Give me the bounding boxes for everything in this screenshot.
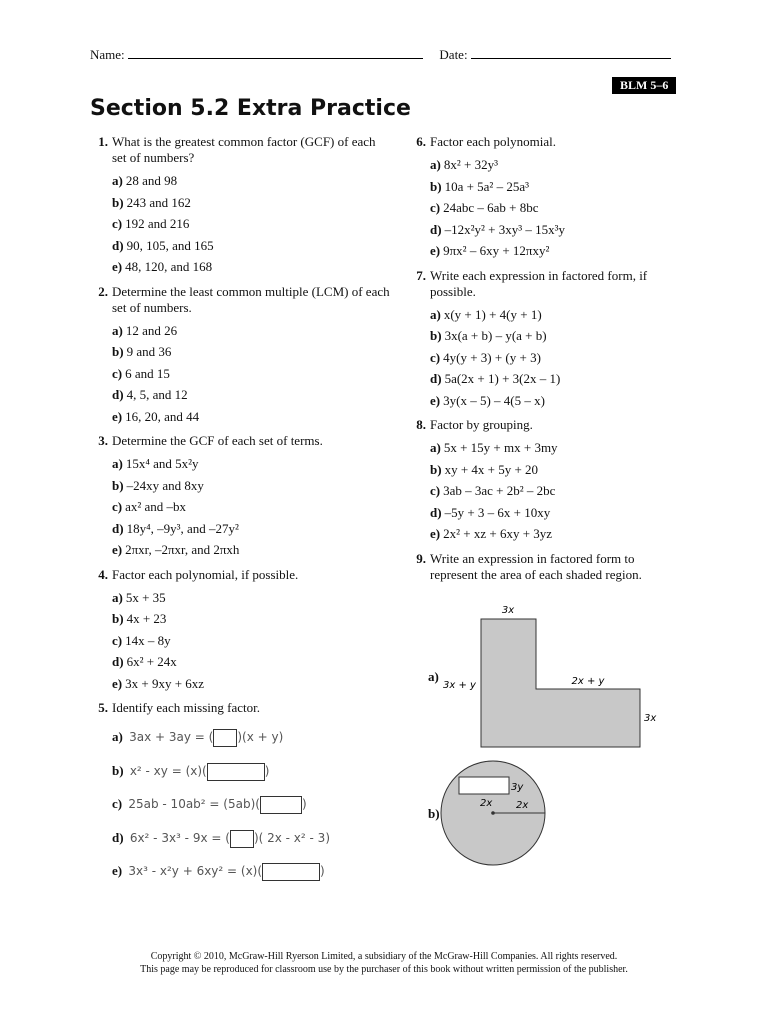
question-item [430,437,678,459]
question-4 [90,567,390,695]
label-width: 2x [480,798,493,809]
question-item [430,368,678,390]
question-item [112,256,390,278]
question-item [112,539,390,561]
question-9 [408,551,678,583]
expression-start: 3x³ - x²y + 6xy² = (x)( [128,864,263,878]
question-text: Factor by grouping. [430,417,533,432]
question-number: 2. [98,283,108,299]
item-expression: 5x + 15y + mx + 3my [443,440,558,455]
answer-box[interactable] [260,796,302,814]
item-expression: 12 and 26 [125,322,178,338]
figure-a-label: a) [428,669,439,684]
item-expression: 2πxr, –2πxr, and 2πxh [125,542,240,557]
item-expression: 90, 105, and 165 [126,237,214,253]
q5-item-a [112,720,390,754]
question-item [112,651,390,673]
question-item [112,496,390,518]
item-label: d) [430,371,442,386]
left-column [90,134,390,894]
l-shape-region [481,619,640,747]
item-label: e) [430,526,441,541]
item-expression: 18y⁴, –9y³, and –27y² [126,520,239,536]
item-label: a) [430,306,441,322]
expression-start: 6x² - 3x³ - 9x = ( [129,830,230,845]
item-label: d) [112,654,124,669]
question-3 [90,433,390,561]
question-item [430,197,678,219]
item-label: c) [112,365,123,381]
item-expression: –24xy and 8xy [126,477,204,493]
question-item [112,608,390,630]
item-label: a) [112,173,123,188]
item-label: a) [112,322,123,338]
question-item [430,459,678,481]
q5-item-c [112,787,390,821]
item-expression: 5x + 35 [125,589,166,605]
question-item [430,176,678,198]
item-expression: 3ab – 3ac + 2b² – 2bc [443,483,556,498]
item-label: d) [430,221,442,237]
date-label: Date: [439,47,468,62]
item-label: b) [112,344,124,359]
item-expression: 16, 20, and 44 [125,408,200,424]
item-label: b) [430,178,442,194]
item-label: e) [112,542,123,557]
header [90,46,680,63]
question-item [430,304,678,326]
item-expression: 24abc – 6ab + 8bc [443,200,539,215]
copyright-line: Copyright © 2010, McGraw-Hill Ryerson Limited, a subsidiary of the McGraw-Hill Companies. All rights reserved. [150,951,618,962]
question-6 [408,134,678,262]
label-rect: 3y [511,782,524,793]
item-expression: 4y(y + 3) + (y + 3) [443,349,541,365]
question-text: Identify each missing factor. [112,700,261,715]
question-item [112,475,390,497]
item-label: e) [112,863,123,878]
answer-box[interactable] [262,863,320,881]
expression-start: 3ax + 3ay = ( [129,730,214,744]
question-text: What is the greatest common factor (GCF) of each set of numbers? [112,134,376,165]
item-label: c) [430,200,441,215]
question-item [112,453,390,475]
question-text: Determine the least common multiple (LCM) of each set of numbers. [112,283,390,315]
l-shape-figure [440,600,665,750]
item-label: c) [112,796,123,811]
item-label: b) [112,477,124,493]
expression-end: ) [301,797,307,811]
question-item [430,390,678,412]
item-expression: ax² and –bx [125,499,187,514]
label-left: 3x + y [443,680,476,691]
question-item [112,192,390,214]
question-item [430,480,678,502]
item-expression: –5y + 3 – 6x + 10xy [444,504,551,520]
item-expression: 6 and 15 [125,365,170,381]
question-2 [90,284,390,428]
item-expression: 28 and 98 [125,173,178,188]
question-8 [408,417,678,545]
item-label: a) [430,440,441,455]
question-number: 5. [98,700,108,715]
item-label: b) [112,762,124,778]
question-number: 4. [98,566,108,582]
question-number: 6. [416,134,426,149]
footer [0,950,768,976]
question-item [430,347,678,369]
question-item [430,219,678,241]
item-expression: 4x + 23 [126,611,167,626]
item-label: c) [112,632,123,648]
question-item [112,518,390,540]
permission-line: This page may be reproduced for classroom use by the purchaser of this book without written permission of the publisher. [140,964,628,975]
page-title: Section 5.2 Extra Practice [90,96,411,121]
item-expression: 9πx² – 6xy + 12πxy² [443,243,550,258]
question-item [112,363,390,385]
question-number: 9. [416,550,426,566]
question-5 [90,700,390,888]
rectangle-cutout [459,777,509,794]
question-item [430,523,678,545]
item-expression: 6x² + 24x [126,654,177,669]
item-expression: 3y(x – 5) – 4(5 – x) [443,392,545,408]
item-label: d) [112,520,124,536]
question-7 [408,268,678,412]
item-expression: 4, 5, and 12 [126,387,188,402]
expression-start: 25ab - 10ab² = (5ab)( [128,797,260,811]
item-label: d) [112,829,124,845]
figure-b-label: b) [428,806,440,821]
answer-box[interactable] [230,830,254,848]
question-number: 3. [98,433,108,448]
item-label: a) [112,589,123,605]
question-item [430,240,678,262]
question-text: Determine the GCF of each set of terms. [112,433,323,448]
label-top: 3x [501,605,515,616]
item-expression: 3x + 9xy + 6xz [125,675,205,691]
item-label: a) [112,729,123,744]
item-expression: 243 and 162 [126,194,191,210]
item-label: b) [112,611,124,626]
item-label: e) [112,259,123,274]
question-text: Factor each polynomial. [430,134,556,149]
item-label: e) [430,243,441,258]
question-text: Write an expression in factored form to represent the area of each shaded region. [430,550,642,582]
question-item [112,673,390,695]
right-column [408,134,678,589]
q5-item-d [112,821,390,855]
question-item [112,170,390,192]
item-label: c) [112,499,123,514]
date-field[interactable] [471,46,671,59]
label-radius: 2x [516,800,529,811]
name-field[interactable] [128,46,423,59]
item-expression: x(y + 1) + 4(y + 1) [443,306,542,322]
question-item [112,587,390,609]
question-item [430,154,678,176]
item-label: d) [112,387,124,402]
item-expression: xy + 4x + 5y + 20 [444,461,539,477]
question-number: 8. [416,417,426,432]
question-item [112,384,390,406]
item-expression: 3x(a + b) – y(a + b) [444,328,547,343]
item-expression: 2x² + xz + 6xy + 3yz [443,526,553,541]
question-item [430,502,678,524]
item-label: c) [112,216,123,231]
answer-box[interactable] [207,763,265,781]
question-number: 1. [98,134,108,149]
answer-box[interactable] [213,729,237,747]
question-item [112,630,390,652]
item-expression: 9 and 36 [126,344,172,359]
item-label: a) [430,157,441,172]
item-expression: 5a(2x + 1) + 3(2x – 1) [444,371,561,386]
expression-end: ) [320,864,325,878]
item-label: e) [430,392,441,408]
name-label: Name: [90,47,125,62]
label-right: 3x [644,713,657,724]
question-item [112,406,390,428]
expression-end: ) [264,763,270,778]
item-label: b) [430,328,442,343]
item-expression: 192 and 216 [125,216,190,231]
blm-badge: BLM 5–6 [612,77,676,94]
question-item [112,213,390,235]
item-expression: 10a + 5a² – 25a³ [444,178,529,194]
item-expression: 14x – 8y [125,632,171,648]
item-label: e) [112,675,123,691]
item-label: c) [430,483,441,498]
question-item [112,341,390,363]
item-expression: 8x² + 32y³ [443,157,498,172]
center-point [491,811,495,815]
expression-end: )( 2x - x² - 3) [253,830,330,845]
item-label: a) [112,456,123,471]
question-text: Write each expression in factored form, if possible. [430,267,648,299]
item-expression: 15x⁴ and 5x²y [125,456,199,471]
question-item [430,325,678,347]
item-expression: 48, 120, and 168 [125,259,213,274]
expression-end: )(x + y) [237,730,284,744]
item-label: b) [112,194,124,210]
question-text: Factor each polynomial, if possible. [112,566,299,582]
circle-figure [440,758,560,870]
item-label: e) [112,408,123,424]
label-inner: 2x + y [571,676,605,687]
question-item [112,235,390,257]
question-item [112,320,390,342]
question-1 [90,134,390,278]
item-label: d) [430,504,442,520]
item-label: d) [112,237,124,253]
q5-item-b [112,754,390,788]
question-number: 7. [416,267,426,283]
item-label: c) [430,349,441,365]
item-expression: –12x²y² + 3xy³ – 15x³y [444,221,565,237]
item-label: b) [430,461,442,477]
q5-item-e [112,854,390,888]
expression-start: x² - xy = (x)( [129,763,207,778]
